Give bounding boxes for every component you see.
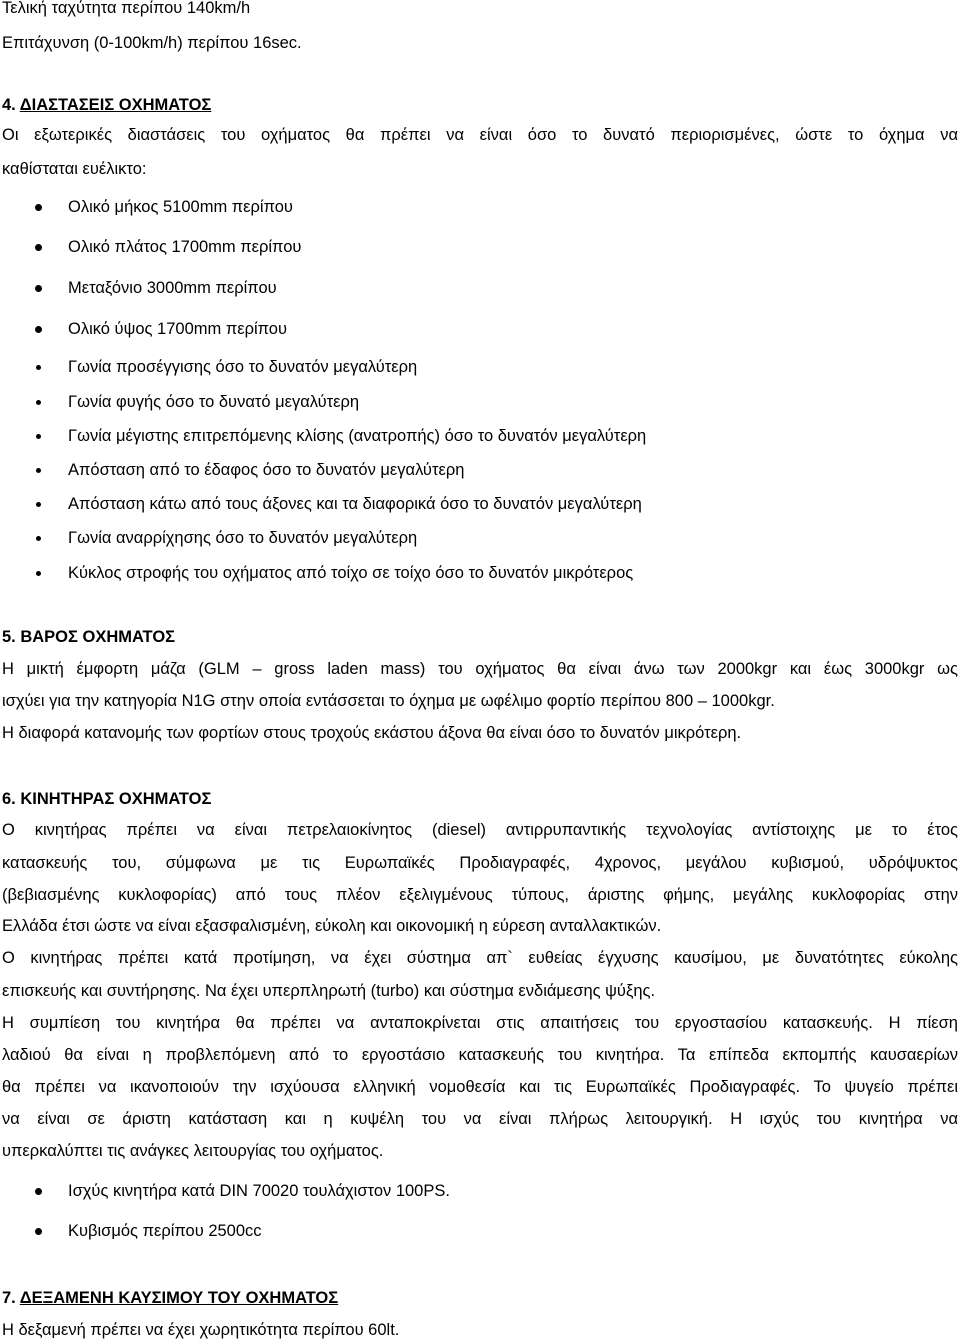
bullet-icon [36,434,41,439]
section-6-line: Η συμπίεση του κινητήρα θα πρέπει να ανταποκρίνεται στις απαιτήσεις του εργοστασίου κατασκευής. Η πίεση [2,1014,958,1032]
section-7-line: Η δεξαμενή πρέπει να έχει χωρητικότητα περίπου 60lt. [2,1321,400,1339]
section-7-number: 7. [2,1289,16,1307]
bullet-icon [36,571,41,576]
section-4-paragraph-line: καθίσταται ευέλικτο: [2,160,147,178]
bullet-icon [35,1228,42,1235]
section-5-line: Η διαφορά κατανομής των φορτίων στους τροχούς εκάστου άξονα θα είναι όσο το δυνατόν μικρότερη. [2,724,742,742]
section-5-line: Η μικτή έμφορτη μάζα (GLM – gross laden mass) του οχήματος θα είναι άνω των 2000kgr και έως 3000kgr ως [2,660,958,678]
bullet-icon [35,1188,42,1195]
section-5-line: ισχύει για την κατηγορία N1G στην οποία εντάσσεται το όχημα με ωφέλιμο φορτίο περίπου 800 – 1000kgr. [2,692,775,710]
bullet-icon [35,285,42,292]
acceleration-line: Επιτάχυνση (0-100km/h) περίπου 16sec. [2,34,302,52]
section-6-line: να είναι σε άριστη κατάσταση και η κυψέλη του να είναι πλήρως λειτουργική. Η ισχύς του κινητήρα να [2,1110,958,1128]
section-4-heading [2,94,211,116]
bullet-icon [36,400,41,405]
section-6-heading: 6. ΚΙΝΗΤΗΡΑΣ ΟΧΗΜΑΤΟΣ [2,790,212,808]
bullet-icon [35,204,42,211]
section-7-heading [2,1287,338,1309]
bullet-icon [36,502,41,507]
max-speed-line: Τελική ταχύτητα περίπου 140km/h [2,0,251,17]
section-4-paragraph-line: Οι εξωτερικές διαστάσεις του οχήματος θα πρέπει να είναι όσο το δυνατό περιορισμένες, ώστε το όχημα να [2,126,958,144]
section-6-line: επισκευής και συντήρησης. Να έχει υπερπληρωτή (turbo) και σύστημα ενδιάμεσης ψύξης. [2,982,656,1000]
section-6-line: Ο κινητήρας πρέπει κατά προτίμηση, να έχει σύστημα απ` ευθείας έγχυσης καυσίμου, με δυνατότητες εύκολης [2,949,958,967]
section-6-line: κατασκευής του, σύμφωνα με τις Ευρωπαϊκές Προδιαγραφές, 4χρονος, μεγάλου κυβισμού, υδρόψυκτος [2,854,958,872]
section-7-title: ΔΕΞΑΜΕΝΗ ΚΑΥΣΙΜΟΥ ΤΟΥ ΟΧΗΜΑΤΟΣ [19,1289,339,1307]
section-6-line: λαδιού θα είναι η προβλεπόμενη από το εργοστάσιο κατασκευής του κινητήρα. Τα επίπεδα εκπομπής καυσαερίων [2,1046,958,1064]
bullet-icon [35,244,42,251]
section-6-line: (βεβιασμένης κυκλοφορίας) από τους πλέον εξελιγμένους τύπους, άριστης φήμης, μεγάλης κυκλοφορίας στην [2,886,958,904]
section-6-line: θα πρέπει να ικανοποιούν την ισχύουσα ελληνική νομοθεσία και τις Ευρωπαϊκές Προδιαγραφές. Το ψυγείο πρέπει [2,1078,958,1096]
section-5-heading: 5. ΒΑΡΟΣ ΟΧΗΜΑΤΟΣ [2,628,176,646]
section-6-line: Ελλάδα έτσι ώστε να είναι εξασφαλισμένη, εύκολη και οικονομική η εύρεση ανταλλακτικών. [2,917,662,935]
section-6-line: υπερκαλύπτει τις ανάγκες λειτουργίας του οχήματος. [2,1142,384,1160]
bullet-icon [35,326,42,333]
section-4-number: 4. [2,96,16,114]
section-4-title: ΔΙΑΣΤΑΣΕΙΣ ΟΧΗΜΑΤΟΣ [19,96,212,114]
bullet-icon [36,536,41,541]
section-6-line: Ο κινητήρας πρέπει να είναι πετρελαιοκίνητος (diesel) αντιρρυπαντικής τεχνολογίας αντίστοιχης με το έτος [2,821,958,839]
bullet-icon [36,365,41,370]
bullet-icon [36,468,41,473]
